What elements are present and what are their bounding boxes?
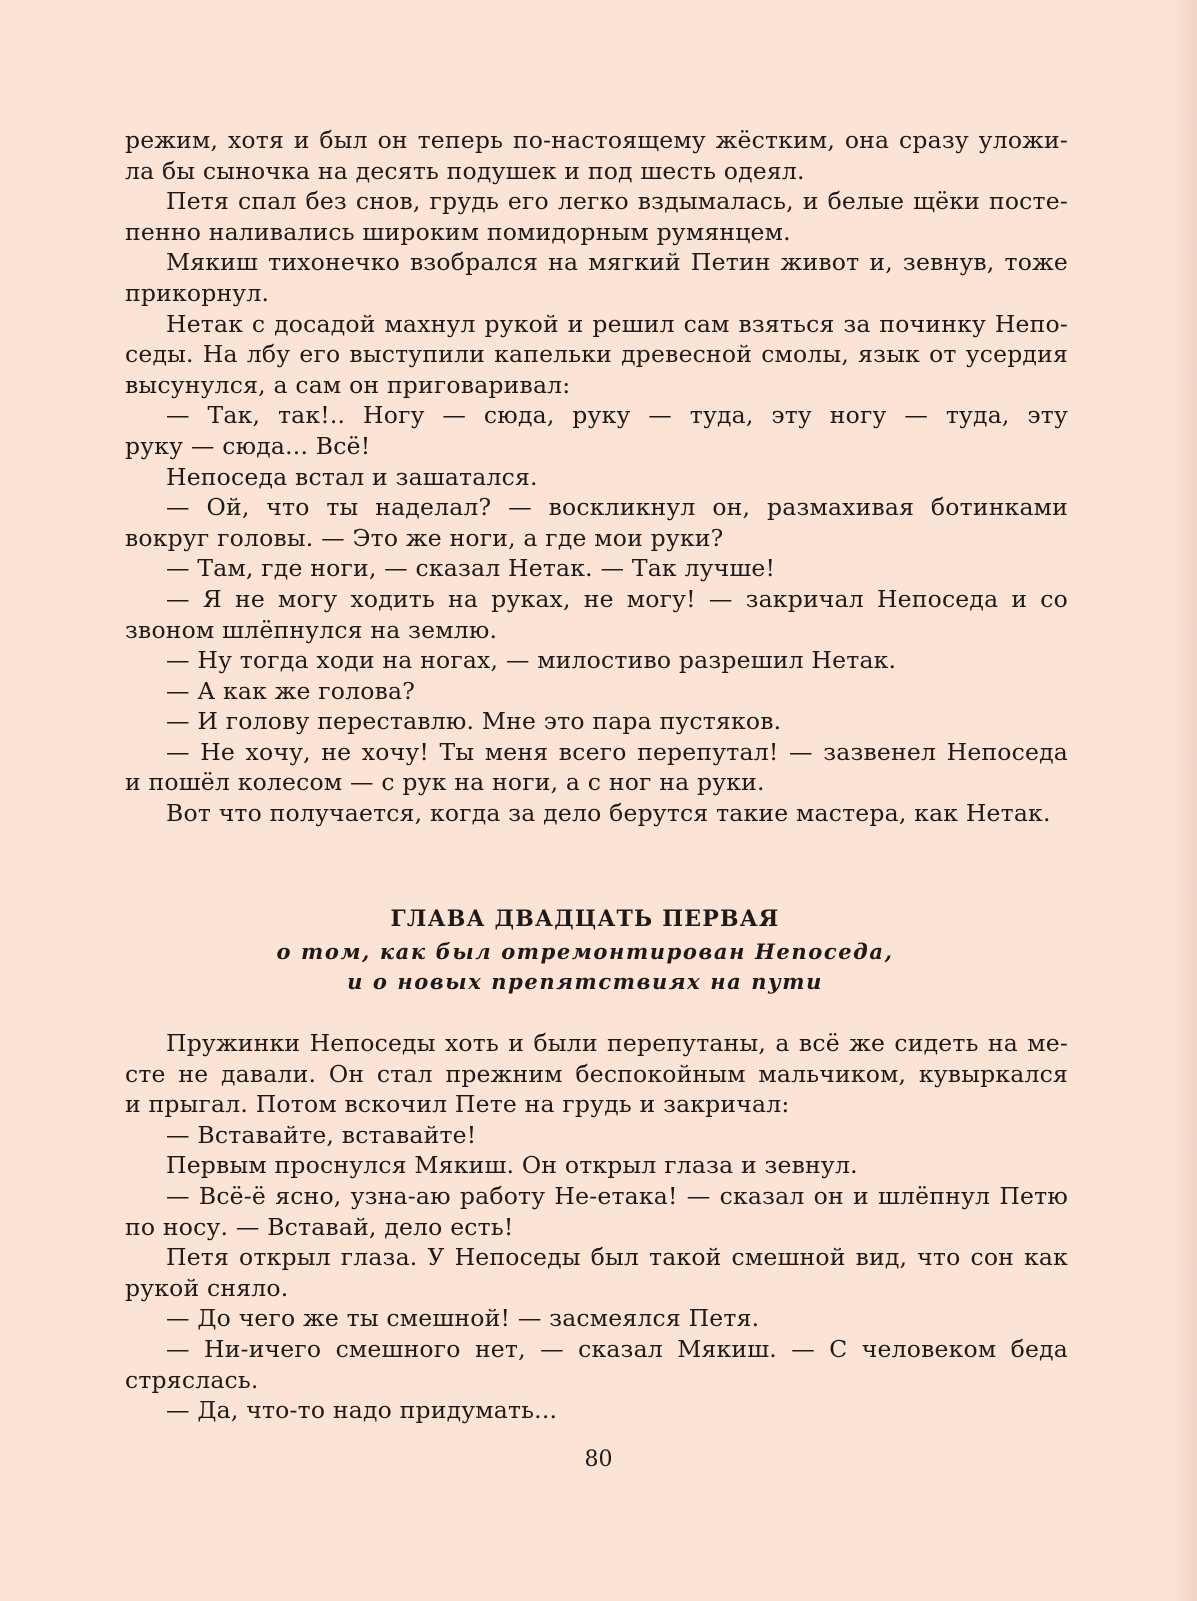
text-line: седы. На лбу его выступили капельки древесной смолы, язык от усердия	[125, 340, 1068, 369]
text-line: Вот что получается, когда за дело берутся такие мастера, как Нетак.	[166, 799, 1051, 828]
text-line: режим, хотя и был он теперь по-настоящему жёстким, она сразу уложи-	[125, 126, 1068, 154]
text-line: — Так, так!.. Ногу — сюда, руку — туда, эту ногу — туда, эту	[166, 401, 1068, 430]
text-line: Петя открыл глаза. У Непоседы был такой смешной вид, что сон как	[166, 1243, 1068, 1272]
text-line: высунулся, а сам он приговаривал:	[125, 370, 571, 399]
chapter-title: ГЛАВА ДВАДЦАТЬ ПЕРВАЯ	[390, 906, 780, 932]
text-line: — Ни-ичего смешного нет, — сказал Мякиш. — С человеком беда	[166, 1334, 1068, 1363]
text-line: — Всё-ё ясно, узна-аю работу Не-етака! — сказал он и шлёпнул Петю	[166, 1181, 1068, 1210]
text-block-bottom	[125, 1028, 1068, 1426]
text-line: руку — сюда... Всё!	[125, 431, 371, 460]
text-line: и пошёл колесом — с рук на ноги, а с ног на руки.	[125, 768, 765, 797]
text-line: прикорнул.	[125, 278, 270, 307]
text-line: — Я не могу ходить на руках, не могу! — закричал Непоседа и со	[166, 584, 1068, 613]
text-line: вокруг головы. — Это же ноги, а где мои руки?	[125, 523, 724, 552]
text-line: — Не хочу, не хочу! Ты меня всего перепутал! — зазвенел Непоседа	[166, 737, 1068, 766]
text-block-top	[125, 125, 1068, 829]
text-line: — Ну тогда ходи на ногах, — милостиво разрешил Нетак.	[166, 646, 897, 675]
text-line: пенно наливались широким помидорным румянцем.	[125, 217, 791, 246]
text-line: по носу. — Вставай, дело есть!	[125, 1212, 514, 1241]
page-number: 80	[584, 1447, 613, 1472]
text-line: — До чего же ты смешной! — засмеялся Петя.	[166, 1304, 760, 1333]
text-line: рукой сняло.	[125, 1273, 289, 1302]
text-line: звоном шлёпнулся на землю.	[125, 615, 498, 644]
text-line: — А как же голова?	[166, 676, 416, 705]
chapter-subtitle-line-1: о том, как был отремонтирован Непоседа,	[276, 939, 894, 964]
text-line: стряслась.	[125, 1365, 259, 1394]
text-line: Первым проснулся Мякиш. Он открыл глаза и зевнул.	[166, 1151, 858, 1180]
page-edge	[1173, 0, 1197, 1601]
text-line: Петя спал без снов, грудь его легко вздымалась, и белые щёки посте-	[166, 187, 1068, 216]
text-line: Нетак с досадой махнул рукой и решил сам взяться за починку Непо-	[166, 309, 1068, 338]
text-line: и прыгал. Потом вскочил Пете на грудь и закричал:	[125, 1090, 790, 1119]
text-line: ла бы сыночка на десять подушек и под шесть одеял.	[125, 156, 805, 185]
text-line: сте не давали. Он стал прежним беспокойным мальчиком, кувыркался	[125, 1059, 1068, 1088]
text-line: — И голову переставлю. Мне это пара пустяков.	[166, 707, 782, 736]
text-line: — Да, что-то надо придумать...	[166, 1396, 558, 1425]
text-line: Непоседа встал и зашатался.	[166, 462, 538, 491]
text-line: Пружинки Непоседы хоть и были перепутаны, а всё же сидеть на ме-	[166, 1029, 1068, 1057]
text-line: Мякиш тихонечко взобрался на мягкий Петин живот и, зевнув, тоже	[166, 248, 1068, 277]
chapter-subtitle-line-2: и о новых препятствиях на пути	[347, 969, 823, 994]
text-line: — Там, где ноги, — сказал Нетак. — Так лучше!	[166, 554, 776, 583]
text-line: — Вставайте, вставайте!	[166, 1120, 477, 1149]
text-line: — Ой, что ты наделал? — воскликнул он, размахивая ботинками	[166, 493, 1068, 522]
